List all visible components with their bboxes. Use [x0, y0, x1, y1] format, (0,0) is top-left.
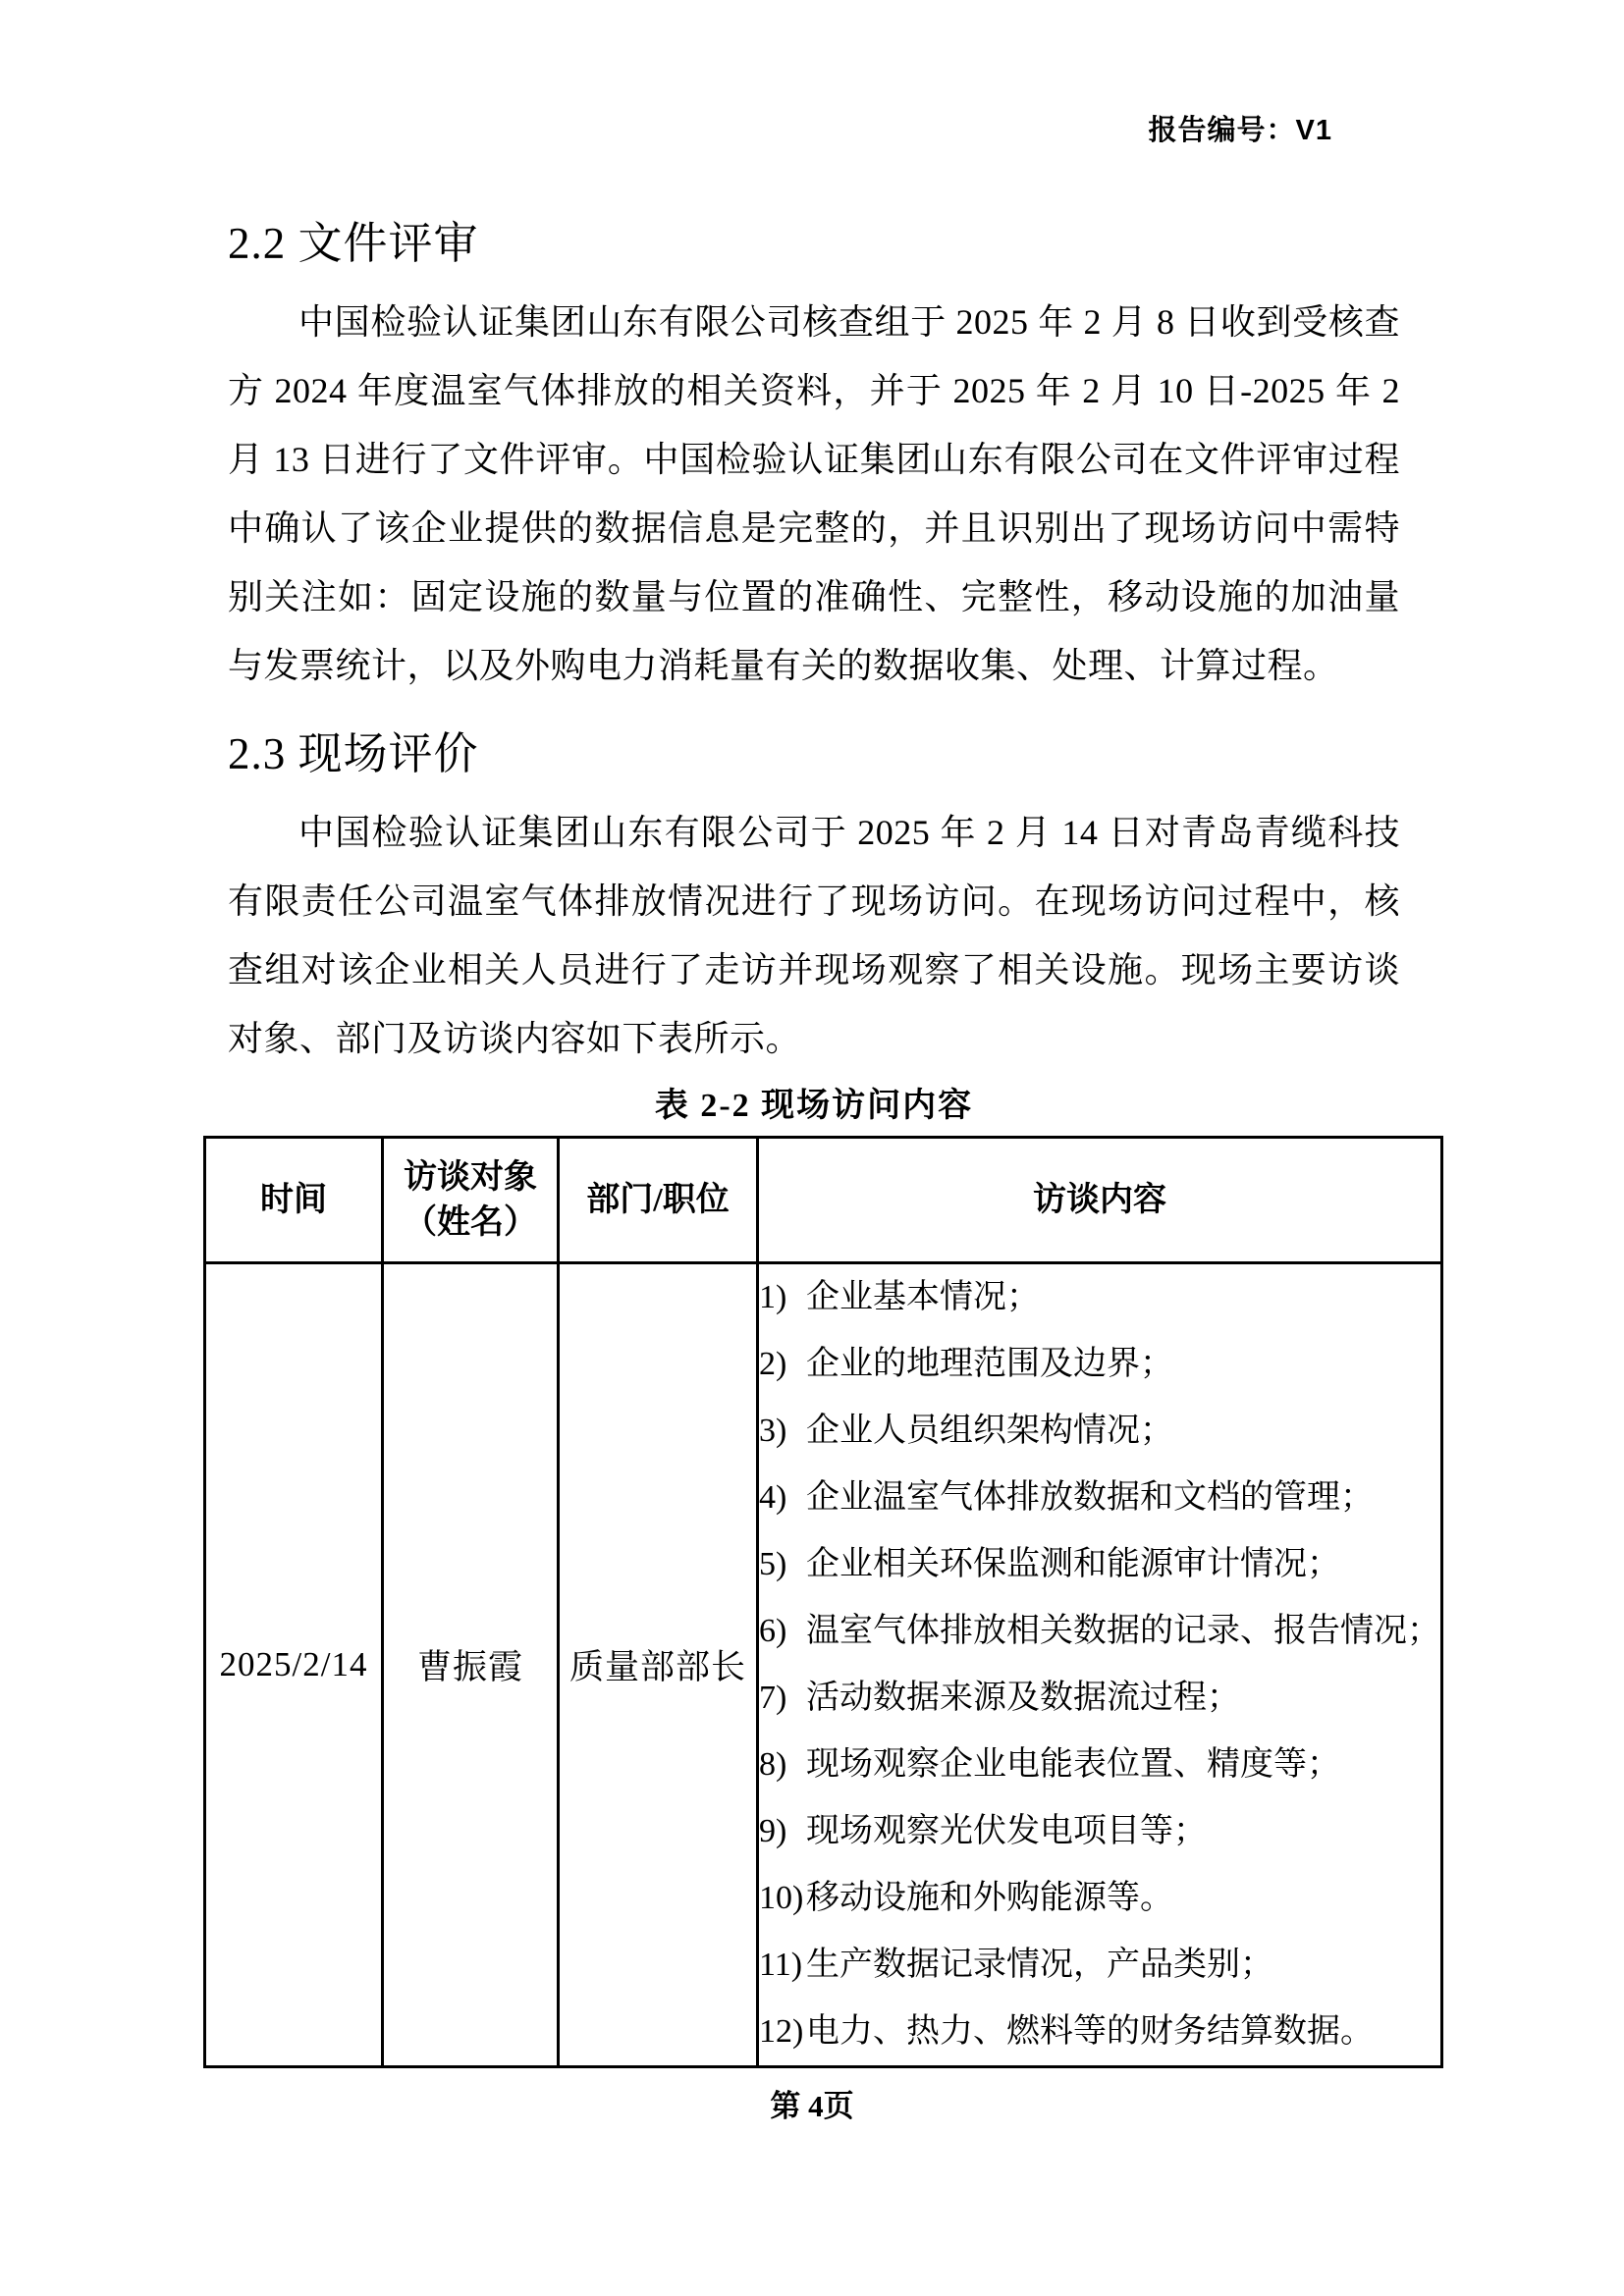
- item-number: 1): [759, 1279, 787, 1315]
- interview-item: [759, 1932, 1440, 1999]
- interview-item: [759, 1531, 1440, 1598]
- header-time: 时间: [205, 1138, 383, 1263]
- header-interviewee-line1: 访谈对象: [404, 1158, 537, 1196]
- cell-interviewee: 曹振霞: [383, 1263, 559, 2067]
- page-footer: 第 4页: [770, 2089, 854, 2123]
- interview-item: [759, 1331, 1440, 1398]
- section-heading-2-3: 2.3 现场评价: [228, 729, 479, 778]
- interview-item: [759, 1465, 1440, 1531]
- item-number: 3): [759, 1413, 787, 1449]
- interview-item: [759, 1798, 1440, 1865]
- interview-item: [759, 1999, 1440, 2065]
- section-2-3-paragraph: 中国检验认证集团山东有限公司于 2025 年 2 月 14 日对青岛青缆科技有限责任公司温室气体排放情况进行了现场访问。在现场访问过程中，核查组对该企业相关人员进行了走访并现场观察了相关设施。现场主要访谈对象、部门及访谈内容如下表所示。: [228, 813, 1400, 1058]
- interview-item: [759, 1264, 1440, 1331]
- interview-item: [759, 1598, 1440, 1665]
- section-heading-2-2: 2.2 文件评审: [228, 219, 479, 268]
- interview-item: [759, 1665, 1440, 1732]
- header-department: 部门/职位: [559, 1138, 758, 1263]
- item-text: 生产数据记录情况，产品类别；: [806, 1947, 1273, 1983]
- section-2-2-paragraph: 中国检验认证集团山东有限公司核查组于 2025 年 2 月 8 日收到受核查方 2024 年度温室气体排放的相关资料，并于 2025 年 2 月 10 日-2025 年 2 月 13 日进行了文件评审。中国检验认证集团山东有限公司在文件评审过程中确认了该企业提供的数据信息是完整的，并且识别出了现场访问中需特别关注如：固定设施的数量与位置的准确性、完整性，移动设施的加油量与发票统计，以及外购电力消耗量有关的数据收集、处理、计算过程。: [228, 302, 1400, 685]
- cell-department: 质量部部长: [559, 1263, 758, 2067]
- header-interview-content: 访谈内容: [758, 1138, 1442, 1263]
- item-number: 5): [759, 1546, 787, 1582]
- item-text: 温室气体排放相关数据的记录、报告情况；: [806, 1613, 1440, 1649]
- item-text: 移动设施和外购能源等。: [806, 1880, 1173, 1916]
- table-header-row: [205, 1138, 1442, 1263]
- interview-item: [759, 1732, 1440, 1798]
- cell-interview-content: [758, 1263, 1442, 2067]
- item-number: 2): [759, 1346, 787, 1382]
- interview-item: [759, 1865, 1440, 1932]
- item-number: 6): [759, 1613, 787, 1649]
- item-text: 企业基本情况；: [806, 1279, 1040, 1315]
- page-content: [219, 0, 1440, 2068]
- cell-time: 2025/2/14: [205, 1263, 383, 2067]
- item-number: 12): [759, 2013, 804, 2050]
- report-number-label: 报告编号：V1: [1148, 115, 1332, 146]
- item-number: 11): [759, 1947, 803, 1983]
- item-text: 活动数据来源及数据流过程；: [806, 1680, 1240, 1716]
- site-visit-table: [203, 1136, 1443, 2068]
- interview-item: [759, 1398, 1440, 1465]
- item-number: 7): [759, 1680, 787, 1716]
- item-text: 电力、热力、燃料等的财务结算数据。: [806, 2013, 1374, 2050]
- item-number: 9): [759, 1813, 787, 1849]
- item-text: 企业温室气体排放数据和文档的管理；: [806, 1479, 1374, 1516]
- item-text: 企业相关环保监测和能源审计情况；: [806, 1546, 1340, 1582]
- table-row: [205, 1263, 1442, 2067]
- item-text: 企业人员组织架构情况；: [806, 1413, 1173, 1449]
- item-number: 8): [759, 1746, 787, 1783]
- item-number: 4): [759, 1479, 787, 1516]
- item-number: 10): [759, 1880, 804, 1916]
- header-interviewee-line2: （姓名）: [404, 1203, 537, 1241]
- item-text: 企业的地理范围及边界；: [806, 1346, 1173, 1382]
- table-caption: 表 2-2 现场访问内容: [654, 1088, 974, 1124]
- header-interviewee: [383, 1138, 559, 1263]
- item-text: 现场观察企业电能表位置、精度等；: [806, 1746, 1340, 1783]
- item-text: 现场观察光伏发电项目等；: [806, 1813, 1207, 1849]
